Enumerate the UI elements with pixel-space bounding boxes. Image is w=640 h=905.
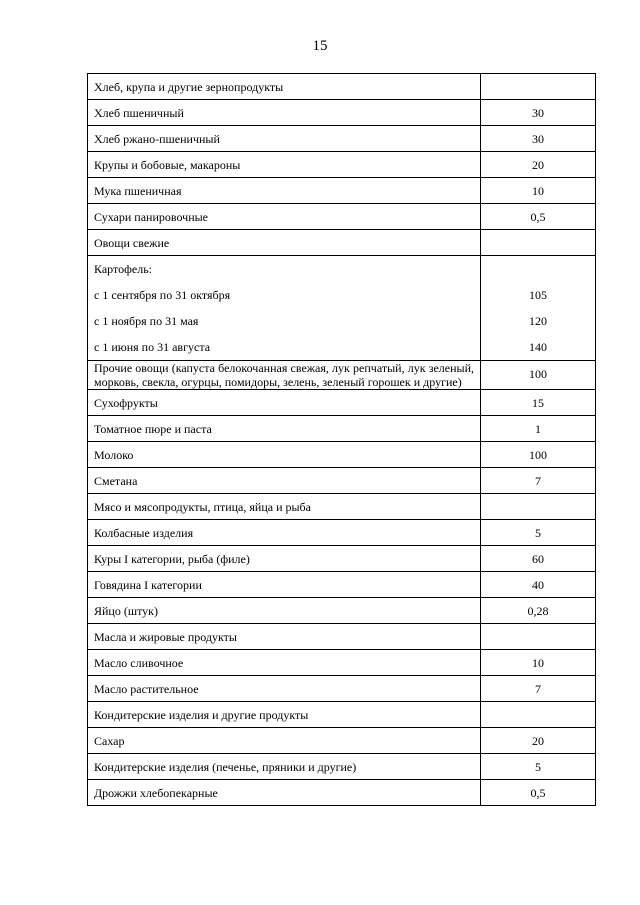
table-row <box>88 624 596 650</box>
row-value: 10 <box>481 650 596 676</box>
table-row <box>88 442 596 468</box>
row-value: 5 <box>481 754 596 780</box>
potato-value: 105 <box>529 288 547 302</box>
potato-period: с 1 июня по 31 августа <box>94 340 211 354</box>
row-value: 20 <box>481 152 596 178</box>
row-value: 15 <box>481 390 596 416</box>
row-value: 7 <box>481 468 596 494</box>
row-value: 40 <box>481 572 596 598</box>
row-value: 60 <box>481 546 596 572</box>
table-row-potato <box>88 256 596 361</box>
row-value: 10 <box>481 178 596 204</box>
row-value: 1 <box>481 416 596 442</box>
row-value <box>481 230 596 256</box>
potato-cell <box>88 256 481 361</box>
row-name: Масло растительное <box>88 676 481 702</box>
row-value: 100 <box>481 361 596 390</box>
table-row <box>88 546 596 572</box>
row-value: 0,5 <box>481 780 596 806</box>
food-norms-table <box>87 73 596 806</box>
potato-title: Картофель: <box>94 262 152 276</box>
potato-period: с 1 ноября по 31 мая <box>94 314 199 328</box>
page-number: 15 <box>312 38 328 54</box>
table-row <box>88 702 596 728</box>
row-name: Крупы и бобовые, макароны <box>88 152 481 178</box>
potato-value: 120 <box>529 314 547 328</box>
potato-period: с 1 сентября по 31 октября <box>94 288 231 302</box>
table-row <box>88 572 596 598</box>
row-name: Хлеб пшеничный <box>88 100 481 126</box>
row-name: Дрожжи хлебопекарные <box>88 780 481 806</box>
row-name: Яйцо (штук) <box>88 598 481 624</box>
row-name: Сметана <box>88 468 481 494</box>
row-name: Колбасные изделия <box>88 520 481 546</box>
table-row <box>88 780 596 806</box>
table-row <box>88 598 596 624</box>
table-row <box>88 230 596 256</box>
potato-value: 140 <box>529 340 547 354</box>
row-name: Мясо и мясопродукты, птица, яйца и рыба <box>88 494 481 520</box>
row-name: Хлеб, крупа и другие зернопродукты <box>88 74 481 100</box>
table-row <box>88 152 596 178</box>
row-name: Сахар <box>88 728 481 754</box>
row-name: Кондитерские изделия (печенье, пряники и другие) <box>88 754 481 780</box>
row-value: 0,5 <box>481 204 596 230</box>
table-row <box>88 754 596 780</box>
row-name: Хлеб ржано-пшеничный <box>88 126 481 152</box>
table-row <box>88 416 596 442</box>
table-row <box>88 361 596 390</box>
row-name: Масла и жировые продукты <box>88 624 481 650</box>
row-value <box>481 494 596 520</box>
row-value <box>481 624 596 650</box>
table-row <box>88 676 596 702</box>
table-row <box>88 204 596 230</box>
row-name: Масло сливочное <box>88 650 481 676</box>
table-row <box>88 126 596 152</box>
row-value <box>481 74 596 100</box>
row-value: 7 <box>481 676 596 702</box>
row-name: Прочие овощи (капуста белокочанная свежая, лук репчатый, лук зеленый, морковь, свекла, огурцы, помидоры, зелень, зеленый горошек и другие) <box>88 361 481 390</box>
row-name: Сухофрукты <box>88 390 481 416</box>
row-value: 0,28 <box>481 598 596 624</box>
row-value <box>481 702 596 728</box>
row-value: 20 <box>481 728 596 754</box>
table-row <box>88 728 596 754</box>
table-row <box>88 390 596 416</box>
potato-values <box>481 256 596 361</box>
row-name: Томатное пюре и паста <box>88 416 481 442</box>
row-name: Молоко <box>88 442 481 468</box>
row-name: Куры I категории, рыба (филе) <box>88 546 481 572</box>
table-row <box>88 178 596 204</box>
row-value: 30 <box>481 126 596 152</box>
row-name: Сухари панировочные <box>88 204 481 230</box>
row-name: Овощи свежие <box>88 230 481 256</box>
table-row <box>88 494 596 520</box>
row-name: Кондитерские изделия и другие продукты <box>88 702 481 728</box>
row-name: Мука пшеничная <box>88 178 481 204</box>
row-name: Говядина I категории <box>88 572 481 598</box>
row-value: 100 <box>481 442 596 468</box>
table-row <box>88 100 596 126</box>
row-value: 30 <box>481 100 596 126</box>
table-row <box>88 468 596 494</box>
table-row <box>88 74 596 100</box>
table-row <box>88 650 596 676</box>
table-row <box>88 520 596 546</box>
row-value: 5 <box>481 520 596 546</box>
